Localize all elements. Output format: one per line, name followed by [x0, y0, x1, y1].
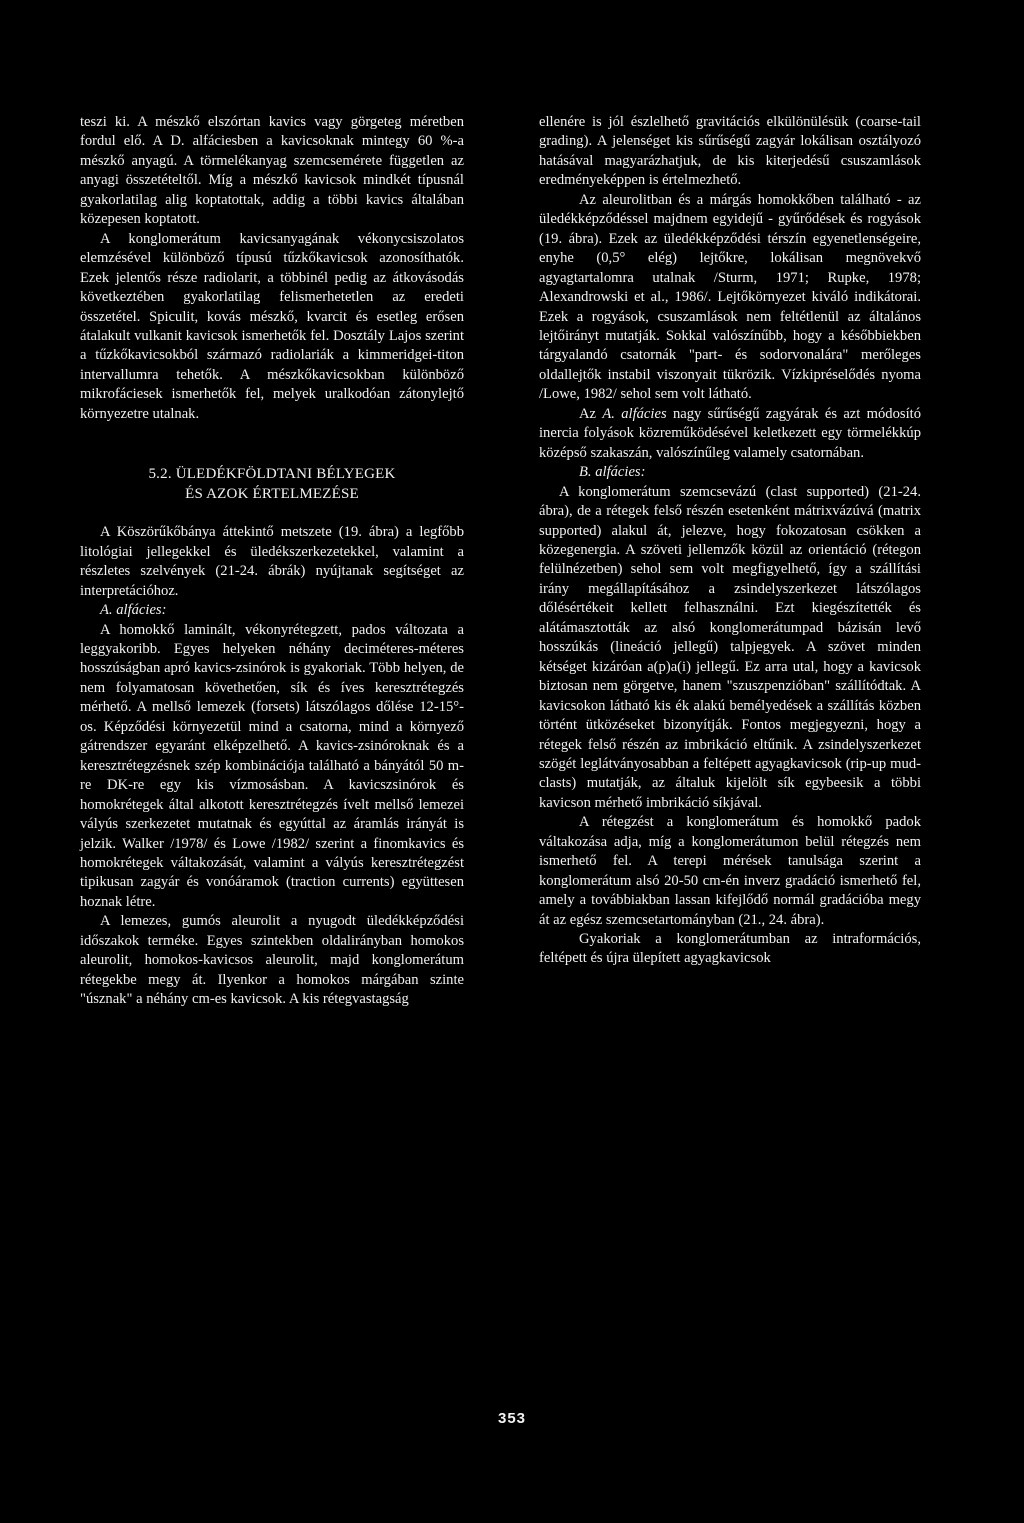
- paragraph: ellenére is jól észlelhető gravitációs elkülönülésük (coarse-tail grading). A jelenséget kis sűrűségű zagyár lokálisan osztályozó hatásával magyarázhatjuk, de kis kiterjedésű csuszamlások eredményeképpen is értelmezhető.: [539, 114, 921, 189]
- emphasis-a-alfacies: A. alfácies: [602, 405, 667, 422]
- paragraph: A konglomerátum kavicsanyagának vékonycsiszolatos elemzésével különböző típusú tűzkőkavicsok azonosíthatók. Ezek jelentős része radiolarit, a többinél pedig az átkovásodás következtében gyakorlatilag felismerhetetlen az eredeti összetétel. Spiculit, kovás mészkő, kvarcit és esetleg erősen átalakult vulkanit kavicsok ismerhetők fel. Dosztály Lajos szerint a tűzkőkavicsokból származó radiolariák a kimmeridgei-titon intervallumra tehetők. A mészkőkavicsokban különböző mikrofáciesek ismerhetők fel, melyek uralkodóan zátonylejtő környezetre utalnak.: [80, 230, 464, 422]
- section-heading-line: ÉS AZOK ÉRTELMEZÉSE: [185, 486, 359, 503]
- subheading-a-alfacies: A. alfácies:: [100, 602, 167, 619]
- section-heading-line: 5.2. ÜLEDÉKFÖLDTANI BÉLYEGEK: [148, 466, 396, 483]
- text-run: nagy sűrűségű zagyárak és azt módosító inercia folyások közreműködésével keletkezett egy törmelékkúp középső szakaszán, valószínűleg valamely csatornában.: [539, 405, 921, 461]
- paragraph: teszi ki. A mészkő elszórtan kavics vagy görgeteg méretben fordul elő. A D. alfáciesben a kavicsoknak mintegy 60 %-a mészkő anyagú. A törmelékanyag szemcsemérete független az anyagi összetételtől. Míg a mészkő kavicsok mindkét típusnál gyakorlatilag alig koptatottak, addig a többi kavics általában közepesen koptatott.: [80, 114, 464, 228]
- right-column: [539, 113, 921, 969]
- paragraph: A rétegzést a konglomerátum és homokkő padok váltakozása adja, míg a konglomerátumon belül rétegzés nem ismerhető fel. A terepi mérések tanulsága szerint a konglomerátum alsó 20-50 cm-én inverz gradáció ismerhető fel, amely a továbbiakban lassan kifejlődő normál gradációba megy át az egész szemcsetartományban (21., 24. ábra).: [539, 814, 921, 928]
- subheading-b-alfacies: B. alfácies:: [579, 464, 646, 481]
- paragraph: A homokkő laminált, vékonyrétegzett, pados változata a leggyakoribb. Egyes helyeken néhány deciméteres-méteres hosszúságban apró kavics-zsinórok is gyakoriak. Több helyen, de nem folyamatosan követhetően, sík és íves keresztrétegzés mérhető. A mellső lemezek (forsets) látszólagos dőlése 12-15°-os. Képződési környezetül mind a csatorna, mind a környező gátrendszer egyaránt elképzelhető. A kavics-zsinóroknak és a keresztrétegzésnek szép kombinációja található a bányától 50 m-re DK-re egy kis vízmosásban. A kavicszsinórok és homokrétegek által alkotott keresztrétegzés ívelt mellső lemezei vályús szerkezetet mutatnak és egyúttal az áramlás irányát is jelzik. Walker /1978/ és Lowe /1982/ szerint a finomkavics és homokrétegek váltakozását, valamint a vályús keresztrétegzést tipikusan zagyár és vonóáramok (traction currents) együttesen hoznak létre.: [80, 621, 464, 910]
- page-number: 353: [497, 1410, 527, 1427]
- paragraph: A Köszörűkőbánya áttekintő metszete (19. ábra) a legfőbb litológiai jellegekkel és üledékszerkezetekkel, valamint a részletes szelvények (21-24. ábrák) nyújtanak segítséget az interpretációhoz.: [80, 524, 464, 599]
- paragraph: Az aleurolitban és a márgás homokkőben található - az üledékképződéssel majdnem egyidejű - gyűrődések és rogyások (19. ábra). Ezek az üledékképződési térszín egyenetlenségeire, enyhe (0,5° elég) lejtőkre, lokálisan megnövekvő agyagtartalomra utalnak /Sturm, 1971; Rupke, 1978; Alexandrowski et al., 1986/. Lejtőkörnyezet kiváló indikátorai. Ezek a rogyások, csuszamlások nem feltétlenül az általános lejtőirányt mutatják. Sokkal valószínűbb, hogy a későbbiekben tárgyalandó csatornák "part- és sodorvonalára" merőleges oldallejtők instabil viszonyait tükrözik. Vízkipréselődés nyoma /Lowe, 1982/ sehol sem volt látható.: [539, 191, 921, 403]
- left-column: [80, 113, 464, 1010]
- paragraph: [539, 405, 921, 463]
- section-heading: [80, 464, 464, 504]
- paragraph: A lemezes, gumós aleurolit a nyugodt üledékképződési időszakok terméke. Egyes szintekben oldalirányban homokos aleurolit, homokos-kavicsos aleurolit, majd konglomerátum rétegekbe megy át. Ilyenkor a homokos márgában szinte "úsznak" a néhány cm-es kavicsok. A kis rétegvastagság: [80, 913, 464, 1008]
- paragraph: Gyakoriak a konglomerátumban az intraformációs, feltépett és újra ülepített agyagkavicsok: [539, 931, 921, 967]
- text-run: Az: [579, 405, 603, 422]
- paragraph: A konglomerátum szemcsevázú (clast supported) (21-24. ábra), de a rétegek felső részén esetenként mátrixvázúvá (matrix supported) alakul át, jelezve, hogy fokozatosan csökken a közegenergia. A szöveti jellemzők közül az orientáció (rétegon felülnézetben) sehol sem volt megfigyelhető, így a szállítási irány megállapításához a zsindelyszerkezet látszólagos dőlésértékeit kellett felhasználni. Ezt kiegészítették és alátámasztották az alsó konglomerátumpad bázisán levő hosszúkás (lineáció jellegű) talpjegyek. A szövet minden kétséget kizáróan a(p)a(i) jellegű. Ez arra utal, hogy a kavicsok biztosan nem görgetve, hanem "szuszpenzióban" szállítódtak. A kavicsokon látható kis ék alakú bemélyedések a szállítás közben történt ütközéseket bizonyítják. Fontos megjegyezni, hogy a rétegek felső részén az imbrikáció eltűnik. A zsindelyszerkezet szögét leglátványosabban a feltépett agyagkavicsok (rip-up mud-clasts) mutatják, az általuk kijelölt sík egybeesik a többi kavicson mérhető imbrikáció síkjával.: [539, 483, 921, 811]
